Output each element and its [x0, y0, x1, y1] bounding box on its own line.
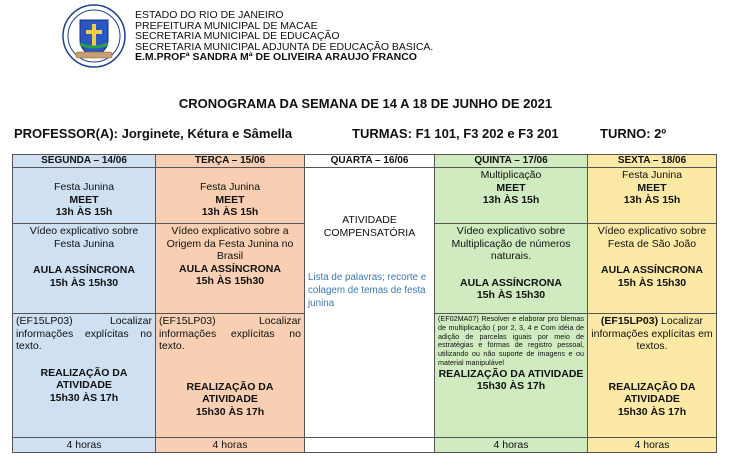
turmas-line	[352, 126, 559, 141]
school-header	[135, 10, 433, 63]
cell-segunda-realizacao: (EF15LP03) Localizar informações explícitas no texto. REALIZAÇÃO DA ATIVIDADE 15h30 ÀS 17h	[13, 314, 156, 438]
day-header-terca: TERÇA – 15/06	[156, 155, 305, 168]
turmas-label: TURMAS:	[352, 126, 412, 141]
header-prefeitura: PREFEITURA MUNICIPAL DE MACAE	[135, 19, 318, 32]
turmas-values: F1 101, F3 202 e F3 201	[415, 126, 559, 141]
turno-line	[600, 126, 666, 141]
hours-quarta	[305, 438, 435, 453]
schedule-table	[12, 154, 717, 453]
cell-terca-realizacao: (EF15LP03) Localizar informações explícitas no texto. REALIZAÇÃO DA ATIVIDADE 15h30 ÀS 17h	[156, 314, 305, 438]
cell-sexta-realizacao: (EF15LP03) Localizar informações explícitas em textos. REALIZAÇÃO DA ATIVIDADE 15h30 ÀS 17h	[588, 314, 717, 438]
cell-terca-meet: Festa Junina MEET 13h ÀS 15h	[156, 168, 305, 224]
hours-row	[13, 438, 717, 453]
header-secretaria: SECRETARIA MUNICIPAL DE EDUCAÇÃO	[135, 30, 340, 43]
hours-quinta: 4 horas	[435, 438, 588, 453]
hours-segunda: 4 horas	[13, 438, 156, 453]
cell-segunda-assincrona: Vídeo explicativo sobre Festa Junina AULA ASSÍNCRONA 15h ÀS 15h30	[13, 224, 156, 314]
cell-quinta-assincrona: Vídeo explicativo sobre Multiplicação de números naturais. AULA ASSÍNCRONA 15h ÀS 15h30	[435, 224, 588, 314]
professor-line	[14, 126, 292, 141]
cell-terca-assincrona: Vídeo explicativo sobre a Origem da Festa Junina no Brasil AULA ASSÍNCRONA 15h ÀS 15h30	[156, 224, 305, 314]
day-header-quarta: QUARTA – 16/06	[305, 155, 435, 168]
day-header-segunda: SEGUNDA – 14/06	[13, 155, 156, 168]
day-header-row	[13, 155, 717, 168]
turno-value: 2º	[654, 126, 667, 141]
cell-segunda-meet: Festa Junina MEET 13h ÀS 15h	[13, 168, 156, 224]
cell-quinta-realizacao: (EF02MA07) Resolver e elaborar pro blemas de multiplicação ( por 2, 3, 4 e Com idéia de adição de parcelas iguais por meio de estratégias e formas de registro pessoal, utilizando ou não suporte de imagens e ou material manipulável REALIZAÇÃO DA ATIVIDADE 15h30 ÀS 17h	[435, 314, 588, 438]
cell-sexta-assincrona: Vídeo explicativo sobre Festa de São João AULA ASSÍNCRONA 15h ÀS 15h30	[588, 224, 717, 314]
turno-label: TURNO:	[600, 126, 651, 141]
professor-names: Jorginete, Kétura e Sâmella	[121, 126, 293, 141]
header-state: ESTADO DO RIO DE JANEIRO	[135, 9, 284, 21]
header-secretaria-adjunta: SECRETARIA MUNICIPAL ADJUNTA DE EDUCAÇÃO BASICA.	[135, 40, 434, 53]
page-title: CRONOGRAMA DA SEMANA DE 14 A 18 DE JUNHO DE 2021	[178, 96, 553, 111]
cell-quarta-compensatoria	[305, 168, 435, 438]
day-header-sexta: SEXTA – 18/06	[588, 155, 717, 168]
cell-sexta-meet: Festa Junina MEET 13h ÀS 15h	[588, 168, 717, 224]
header-school-name: E.M.PROFª SANDRA Mª DE OLIVEIRA ARAUJO FRANCO	[135, 51, 417, 64]
quarta-atividade-label: ATIVIDADE COMPENSATÓRIA	[323, 214, 416, 239]
municipal-seal-icon	[62, 4, 126, 68]
quarta-lista-text: Lista de palavras; recorte e colagem de temas de festa junina	[308, 272, 427, 309]
meet-row	[13, 168, 717, 224]
hours-terca: 4 horas	[156, 438, 305, 453]
hours-sexta: 4 horas	[588, 438, 717, 453]
cell-quinta-meet: Multiplicação MEET 13h ÀS 15h	[435, 168, 588, 224]
professor-label: PROFESSOR(A):	[14, 126, 118, 141]
day-header-quinta: QUINTA – 17/06	[435, 155, 588, 168]
